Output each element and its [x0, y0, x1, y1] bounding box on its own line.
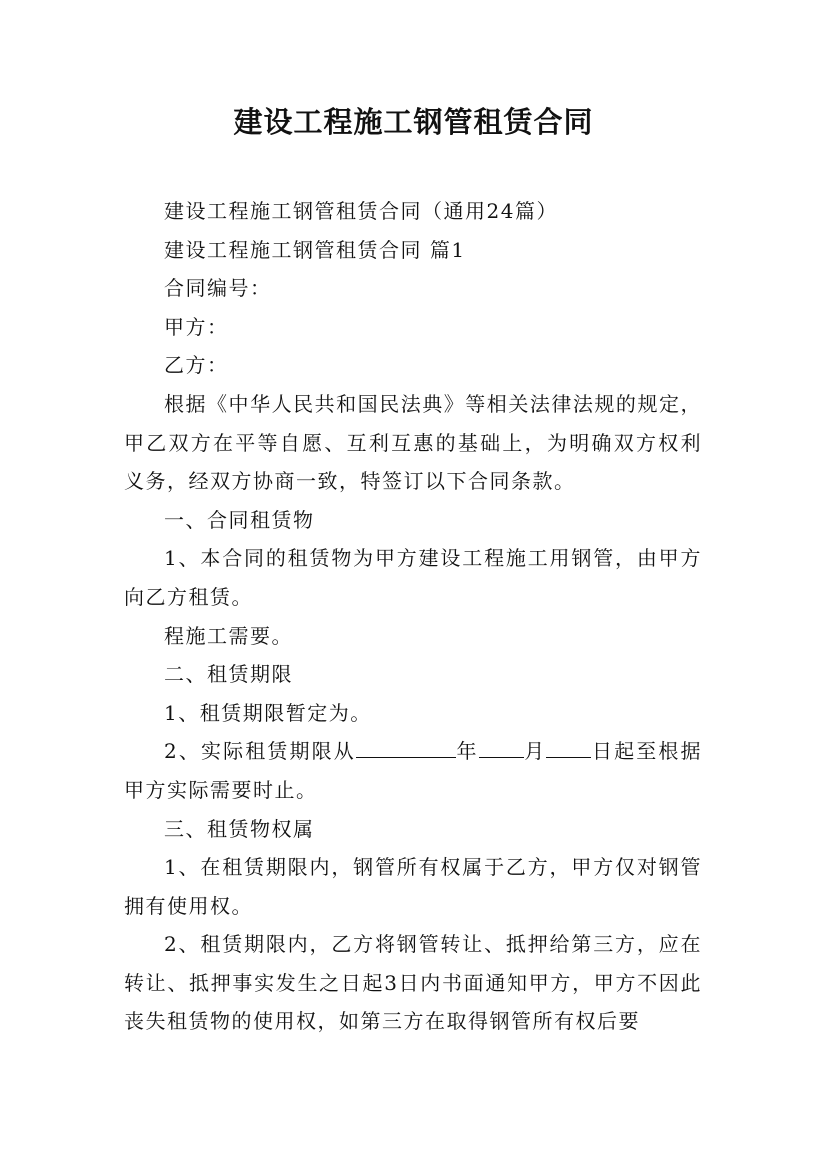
term-clause-suffix: 日起至根据甲方实际需要时止。 — [124, 739, 703, 802]
paragraph-contract-number: 合同编号： — [164, 276, 272, 301]
clause-construction-need: 程施工需要。 — [164, 623, 293, 648]
clause-ownership-1: 1、在租赁期限内，钢管所有权属于乙方，甲方仅对钢管拥有使用权。 — [124, 855, 702, 918]
paragraph-collection-title: 建设工程施工钢管租赁合同（通用24篇） — [164, 199, 558, 223]
start-year-blank — [356, 737, 456, 758]
clause-ownership-2: 2、租赁期限内，乙方将钢管转让、抵押给第三方，应在转让、抵押事实发生之日起3日内书面通知甲方，甲方不因此丧失租赁物的使用权，如第三方在取得钢管所有权后要 — [124, 932, 702, 1034]
start-month-blank — [479, 737, 524, 758]
clause-lease-term-1: 1、租赁期限暂定为。 — [164, 700, 372, 725]
document-title: 建设工程施工钢管租赁合同 — [233, 105, 594, 139]
term-clause-prefix: 2、实际租赁期限从 — [164, 739, 356, 764]
document-body — [124, 192, 702, 1041]
clause-lease-object-1: 1、本合同的租赁物为甲方建设工程施工用钢管，由甲方向乙方租赁。 — [124, 546, 702, 609]
clause-lease-term-2 — [124, 732, 702, 809]
paragraph-preamble: 根据《中华人民共和国民法典》等相关法律法规的规定，甲乙双方在平等自愿、互利互惠的基础上，为明确双方权利义务，经双方协商一致，特签订以下合同条款。 — [124, 391, 702, 494]
section-heading-lease-term: 二、租赁期限 — [164, 662, 293, 687]
section-heading-ownership: 三、租赁物权属 — [164, 816, 315, 841]
paragraph-party-b: 乙方： — [164, 353, 229, 378]
start-day-blank — [546, 737, 591, 758]
term-clause-month: 月 — [523, 739, 547, 764]
section-heading-lease-object: 一、合同租赁物 — [164, 507, 315, 532]
term-clause-year: 年 — [455, 739, 479, 764]
paragraph-party-a: 甲方： — [164, 314, 229, 339]
paragraph-article-heading: 建设工程施工钢管租赁合同 篇1 — [164, 237, 466, 262]
